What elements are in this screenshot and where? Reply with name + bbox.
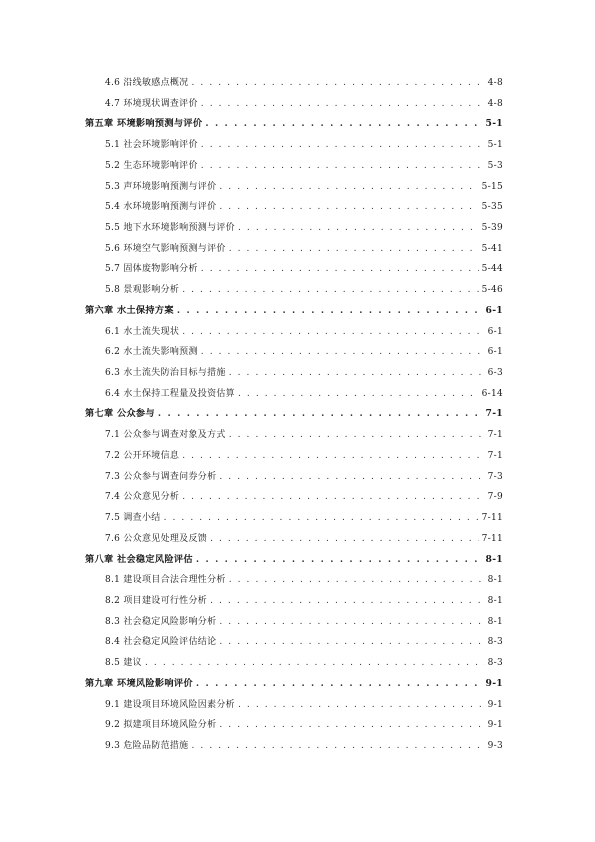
dot-leader — [229, 363, 485, 384]
dot-leader — [191, 73, 484, 94]
toc-section-entry[interactable] — [85, 736, 503, 757]
toc-entry-page-number: 7-9 — [487, 492, 503, 503]
toc-entry-page-number: 5-3 — [487, 160, 503, 171]
toc-entry-page-number: 5-41 — [481, 243, 503, 254]
toc-entry-title: 6.3 水土流失防治目标与措施 — [105, 368, 226, 379]
toc-section-entry[interactable] — [85, 239, 503, 260]
toc-section-entry[interactable] — [85, 280, 503, 301]
dot-leader — [210, 529, 479, 550]
toc-entry-title: 7.5 调查小结 — [105, 513, 161, 524]
table-of-contents — [85, 73, 503, 757]
toc-entry-title: 第六章 水土保持方案 — [85, 304, 174, 316]
dot-leader — [219, 715, 484, 736]
toc-entry-title: 8.3 社会稳定风险影响分析 — [105, 616, 217, 627]
toc-entry-page-number: 6-1 — [487, 347, 503, 358]
dot-leader — [201, 342, 485, 363]
toc-entry-title: 5.3 声环境影响预测与评价 — [105, 181, 217, 192]
dot-leader — [201, 156, 485, 177]
toc-entry-page-number: 6-1 — [487, 326, 503, 337]
dot-leader — [182, 280, 478, 301]
toc-entry-title: 6.4 水土保持工程量及投资估算 — [105, 388, 235, 399]
dot-leader — [182, 446, 484, 467]
toc-entry-title: 5.5 地下水环境影响预测与评价 — [105, 223, 235, 234]
toc-section-entry[interactable] — [85, 73, 503, 94]
toc-entry-page-number: 8-1 — [487, 575, 503, 586]
toc-entry-page-number: 5-39 — [481, 223, 503, 234]
toc-section-entry[interactable] — [85, 197, 503, 218]
toc-entry-title: 7.1 公众参与调查对象及方式 — [105, 430, 226, 441]
toc-entry-title: 4.6 沿线敏感点概况 — [105, 77, 189, 88]
dot-leader — [229, 425, 485, 446]
toc-entry-page-number: 8-3 — [487, 658, 503, 669]
toc-entry-page-number: 6-3 — [487, 368, 503, 379]
dot-leader — [205, 114, 482, 135]
toc-entry-title: 5.1 社会环境影响评价 — [105, 140, 198, 151]
toc-section-entry[interactable] — [85, 570, 503, 591]
toc-section-entry[interactable] — [85, 342, 503, 363]
toc-entry-title: 8.5 建议 — [105, 658, 142, 669]
dot-leader — [210, 591, 485, 612]
dot-leader — [219, 177, 478, 198]
dot-leader — [191, 736, 484, 757]
dot-leader — [229, 570, 485, 591]
dot-leader — [158, 404, 483, 425]
dot-leader — [201, 135, 485, 156]
toc-entry-title: 9.1 建设项目环境风险因素分析 — [105, 699, 235, 710]
dot-leader — [201, 259, 479, 280]
toc-entry-title: 9.3 危险品防范措施 — [105, 740, 189, 751]
toc-entry-page-number: 8-1 — [485, 553, 503, 565]
dot-leader — [219, 632, 484, 653]
toc-entry-title: 7.3 公众参与调查问券分析 — [105, 471, 217, 482]
toc-section-entry[interactable] — [85, 529, 503, 550]
dot-leader — [177, 301, 483, 322]
toc-entry-page-number: 7-3 — [487, 471, 503, 482]
toc-entry-title: 5.4 水环境影响预测与评价 — [105, 202, 217, 213]
dot-leader — [219, 612, 484, 633]
dot-leader — [219, 197, 478, 218]
toc-entry-page-number: 7-1 — [485, 408, 503, 420]
toc-entry-title: 第八章 社会稳定风险评估 — [85, 553, 193, 565]
toc-entry-page-number: 4-8 — [487, 98, 503, 109]
dot-leader — [229, 239, 479, 260]
toc-entry-page-number: 9-3 — [487, 740, 503, 751]
toc-entry-title: 5.7 固体废物影响分析 — [105, 264, 198, 275]
toc-entry-title: 7.4 公众意见分析 — [105, 492, 180, 503]
toc-entry-page-number: 7-11 — [481, 533, 503, 544]
toc-entry-title: 8.2 项目建设可行性分析 — [105, 595, 208, 606]
toc-section-entry[interactable] — [85, 653, 503, 674]
dot-leader — [196, 550, 483, 571]
toc-section-entry[interactable] — [85, 384, 503, 405]
toc-entry-page-number: 7-11 — [481, 513, 503, 524]
toc-entry-title: 第七章 公众参与 — [85, 408, 155, 420]
toc-entry-page-number: 5-44 — [481, 264, 503, 275]
toc-section-entry[interactable] — [85, 591, 503, 612]
dot-leader — [164, 508, 479, 529]
toc-entry-page-number: 8-1 — [487, 616, 503, 627]
toc-entry-page-number: 7-1 — [487, 430, 503, 441]
toc-entry-title: 6.1 水土流失现状 — [105, 326, 180, 337]
dot-leader — [196, 674, 483, 695]
toc-section-entry[interactable] — [85, 612, 503, 633]
toc-entry-page-number: 5-35 — [481, 202, 503, 213]
toc-entry-page-number: 8-3 — [487, 637, 503, 648]
toc-entry-page-number: 6-1 — [485, 304, 503, 316]
toc-entry-title: 8.1 建设项目合法合理性分析 — [105, 575, 226, 586]
toc-entry-page-number: 8-1 — [487, 595, 503, 606]
toc-section-entry[interactable] — [85, 177, 503, 198]
toc-entry-page-number: 7-1 — [487, 450, 503, 461]
toc-entry-title: 9.2 拟建项目环境风险分析 — [105, 720, 217, 731]
toc-section-entry[interactable] — [85, 135, 503, 156]
toc-section-entry[interactable] — [85, 467, 503, 488]
dot-leader — [238, 218, 479, 239]
toc-entry-title: 5.8 景观影响分析 — [105, 285, 180, 296]
toc-entry-page-number: 9-1 — [487, 720, 503, 731]
toc-chapter-entry[interactable] — [85, 550, 503, 571]
toc-entry-title: 8.4 社会稳定风险评估结论 — [105, 637, 217, 648]
toc-chapter-entry[interactable] — [85, 114, 503, 135]
toc-section-entry[interactable] — [85, 156, 503, 177]
dot-leader — [238, 695, 485, 716]
toc-section-entry[interactable] — [85, 322, 503, 343]
toc-entry-page-number: 5-1 — [485, 118, 503, 130]
toc-section-entry[interactable] — [85, 632, 503, 653]
toc-entry-page-number: 4-8 — [487, 77, 503, 88]
dot-leader — [238, 384, 479, 405]
toc-section-entry[interactable] — [85, 425, 503, 446]
toc-entry-page-number: 5-15 — [481, 181, 503, 192]
toc-entry-title: 7.6 公众意见处理及反馈 — [105, 533, 208, 544]
toc-entry-title: 第九章 环境风险影响评价 — [85, 677, 193, 689]
toc-chapter-entry[interactable] — [85, 405, 503, 426]
toc-section-entry[interactable] — [85, 363, 503, 384]
dot-leader — [145, 653, 485, 674]
toc-entry-title: 6.2 水土流失影响预测 — [105, 347, 198, 358]
toc-entry-page-number: 5-46 — [481, 285, 503, 296]
toc-entry-page-number: 5-1 — [487, 140, 503, 151]
dot-leader — [182, 487, 484, 508]
dot-leader — [201, 94, 485, 115]
toc-entry-title: 5.2 生态环境影响评价 — [105, 160, 198, 171]
toc-section-entry[interactable] — [85, 218, 503, 239]
toc-section-entry[interactable] — [85, 446, 503, 467]
toc-entry-page-number: 6-14 — [481, 388, 503, 399]
toc-chapter-entry[interactable] — [85, 674, 503, 695]
toc-section-entry[interactable] — [85, 715, 503, 736]
toc-entry-title: 5.6 环境空气影响预测与评价 — [105, 243, 226, 254]
toc-section-entry[interactable] — [85, 508, 503, 529]
dot-leader — [219, 467, 484, 488]
toc-entry-page-number: 9-1 — [485, 677, 503, 689]
toc-chapter-entry[interactable] — [85, 301, 503, 322]
toc-entry-title: 第五章 环境影响预测与评价 — [85, 118, 203, 130]
dot-leader — [182, 322, 484, 343]
toc-section-entry[interactable] — [85, 487, 503, 508]
toc-entry-title: 7.2 公开环境信息 — [105, 450, 180, 461]
toc-section-entry[interactable] — [85, 259, 503, 280]
toc-section-entry[interactable] — [85, 695, 503, 716]
toc-entry-page-number: 9-1 — [487, 699, 503, 710]
toc-entry-title: 4.7 环境现状调查评价 — [105, 98, 198, 109]
toc-section-entry[interactable] — [85, 94, 503, 115]
